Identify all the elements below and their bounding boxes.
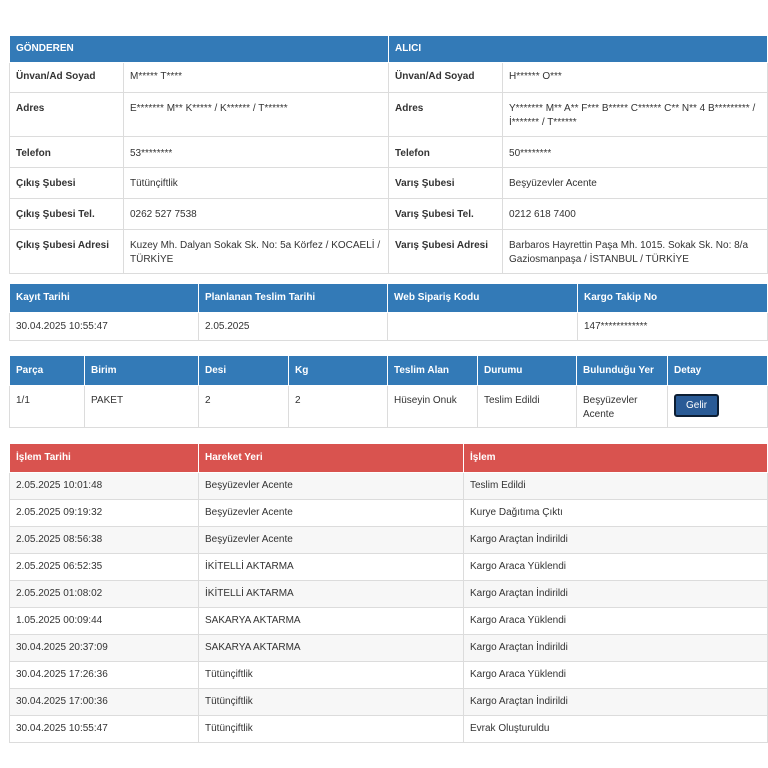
history-location: Tütünçiftlik (199, 662, 464, 689)
party-row-name (10, 63, 768, 93)
shipment-value-row (10, 313, 768, 341)
party-row-branch-address (10, 230, 768, 274)
parcel-unit-value: PAKET (85, 386, 199, 428)
detail-gelir-button[interactable]: Gelir (674, 394, 719, 417)
history-row (10, 473, 768, 500)
history-action: Kargo Araçtan İndirildi (464, 581, 768, 608)
party-row-branch-phone (10, 199, 768, 230)
sender-address-label: Adres (10, 93, 124, 137)
history-location: Beşyüzevler Acente (199, 500, 464, 527)
parcel-row (10, 386, 768, 428)
history-row (10, 527, 768, 554)
parcel-desi-value: 2 (199, 386, 289, 428)
departure-branch-phone-label: Çıkış Şubesi Tel. (10, 199, 124, 230)
planned-delivery-header: Planlanan Teslim Tarihi (199, 284, 388, 313)
parcel-piece-value: 1/1 (10, 386, 85, 428)
sender-name-label: Ünvan/Ad Soyad (10, 63, 124, 93)
history-row (10, 689, 768, 716)
parcel-received-by-header: Teslim Alan (388, 356, 478, 386)
history-date: 2.05.2025 10:01:48 (10, 473, 199, 500)
history-location: Beşyüzevler Acente (199, 527, 464, 554)
arrival-branch-phone-value: 0212 618 7400 (503, 199, 768, 230)
history-action-header: İşlem (464, 444, 768, 473)
parcel-table (9, 355, 768, 428)
departure-branch-address-label: Çıkış Şubesi Adresi (10, 230, 124, 274)
parcel-piece-header: Parça (10, 356, 85, 386)
departure-branch-address-value: Kuzey Mh. Dalyan Sokak Sk. No: 5a Körfez / KOCAELİ / TÜRKİYE (124, 230, 389, 274)
history-action: Kurye Dağıtıma Çıktı (464, 500, 768, 527)
receiver-header: ALICI (389, 36, 768, 63)
history-location: SAKARYA AKTARMA (199, 635, 464, 662)
history-date-header: İşlem Tarihi (10, 444, 199, 473)
history-location: İKİTELLİ AKTARMA (199, 554, 464, 581)
parcel-header-row (10, 356, 768, 386)
web-order-code-header: Web Sipariş Kodu (388, 284, 578, 313)
arrival-branch-value: Beşyüzevler Acente (503, 168, 768, 199)
parcel-unit-header: Birim (85, 356, 199, 386)
history-location: İKİTELLİ AKTARMA (199, 581, 464, 608)
sender-receiver-table (9, 35, 768, 274)
party-row-branch (10, 168, 768, 199)
movement-history-table (9, 443, 768, 743)
parcel-status-value: Teslim Edildi (478, 386, 577, 428)
history-date: 2.05.2025 06:52:35 (10, 554, 199, 581)
history-date: 30.04.2025 17:26:36 (10, 662, 199, 689)
sender-header: GÖNDEREN (10, 36, 389, 63)
sender-phone-value: 53******** (124, 137, 389, 168)
registration-date-header: Kayıt Tarihi (10, 284, 199, 313)
receiver-phone-value: 50******** (503, 137, 768, 168)
history-location: Beşyüzevler Acente (199, 473, 464, 500)
history-location-header: Hareket Yeri (199, 444, 464, 473)
history-date: 2.05.2025 08:56:38 (10, 527, 199, 554)
registration-date-value: 30.04.2025 10:55:47 (10, 313, 199, 341)
tracking-number-header: Kargo Takip No (578, 284, 768, 313)
arrival-branch-phone-label: Varış Şubesi Tel. (389, 199, 503, 230)
history-header-row (10, 444, 768, 473)
tracking-number-value: 147************ (578, 313, 768, 341)
receiver-name-label: Ünvan/Ad Soyad (389, 63, 503, 93)
sender-address-value: E******* M** K***** / K****** / T****** (124, 93, 389, 137)
history-date: 2.05.2025 09:19:32 (10, 500, 199, 527)
history-date: 2.05.2025 01:08:02 (10, 581, 199, 608)
history-action: Teslim Edildi (464, 473, 768, 500)
history-row (10, 581, 768, 608)
planned-delivery-value: 2.05.2025 (199, 313, 388, 341)
receiver-address-label: Adres (389, 93, 503, 137)
parcel-location-value: Beşyüzevler Acente (577, 386, 668, 428)
history-action: Kargo Araca Yüklendi (464, 662, 768, 689)
parcel-status-header: Durumu (478, 356, 577, 386)
history-action: Kargo Araçtan İndirildi (464, 527, 768, 554)
parcel-detail-header: Detay (668, 356, 768, 386)
history-action: Kargo Araca Yüklendi (464, 608, 768, 635)
history-row (10, 500, 768, 527)
receiver-address-value: Y******* M** A** F*** B***** C****** C** N** 4 B********* / İ******* / T****** (503, 93, 768, 137)
history-location: Tütünçiftlik (199, 716, 464, 743)
shipment-header-row (10, 284, 768, 313)
departure-branch-value: Tütünçiftlik (124, 168, 389, 199)
parcel-desi-header: Desi (199, 356, 289, 386)
party-header-row (10, 36, 768, 63)
arrival-branch-address-label: Varış Şubesi Adresi (389, 230, 503, 274)
history-row (10, 635, 768, 662)
history-date: 30.04.2025 17:00:36 (10, 689, 199, 716)
parcel-kg-value: 2 (289, 386, 388, 428)
parcel-location-header: Bulunduğu Yer (577, 356, 668, 386)
party-row-phone (10, 137, 768, 168)
history-location: SAKARYA AKTARMA (199, 608, 464, 635)
history-date: 1.05.2025 00:09:44 (10, 608, 199, 635)
history-date: 30.04.2025 10:55:47 (10, 716, 199, 743)
history-action: Kargo Araca Yüklendi (464, 554, 768, 581)
history-date: 30.04.2025 20:37:09 (10, 635, 199, 662)
history-row (10, 662, 768, 689)
receiver-name-value: H****** O*** (503, 63, 768, 93)
history-action: Kargo Araçtan İndirildi (464, 689, 768, 716)
history-action: Kargo Araçtan İndirildi (464, 635, 768, 662)
history-row (10, 554, 768, 581)
party-row-address (10, 93, 768, 137)
arrival-branch-label: Varış Şubesi (389, 168, 503, 199)
shipment-info-table (9, 283, 768, 341)
departure-branch-phone-value: 0262 527 7538 (124, 199, 389, 230)
parcel-detail-cell (668, 386, 768, 428)
arrival-branch-address-value: Barbaros Hayrettin Paşa Mh. 1015. Sokak Sk. No: 8/a Gaziosmanpaşa / İSTANBUL / TÜRKİYE (503, 230, 768, 274)
parcel-kg-header: Kg (289, 356, 388, 386)
web-order-code-value (388, 313, 578, 341)
receiver-phone-label: Telefon (389, 137, 503, 168)
history-location: Tütünçiftlik (199, 689, 464, 716)
history-row (10, 608, 768, 635)
parcel-received-by-value: Hüseyin Onuk (388, 386, 478, 428)
departure-branch-label: Çıkış Şubesi (10, 168, 124, 199)
history-action: Evrak Oluşturuldu (464, 716, 768, 743)
history-row (10, 716, 768, 743)
sender-phone-label: Telefon (10, 137, 124, 168)
sender-name-value: M***** T**** (124, 63, 389, 93)
